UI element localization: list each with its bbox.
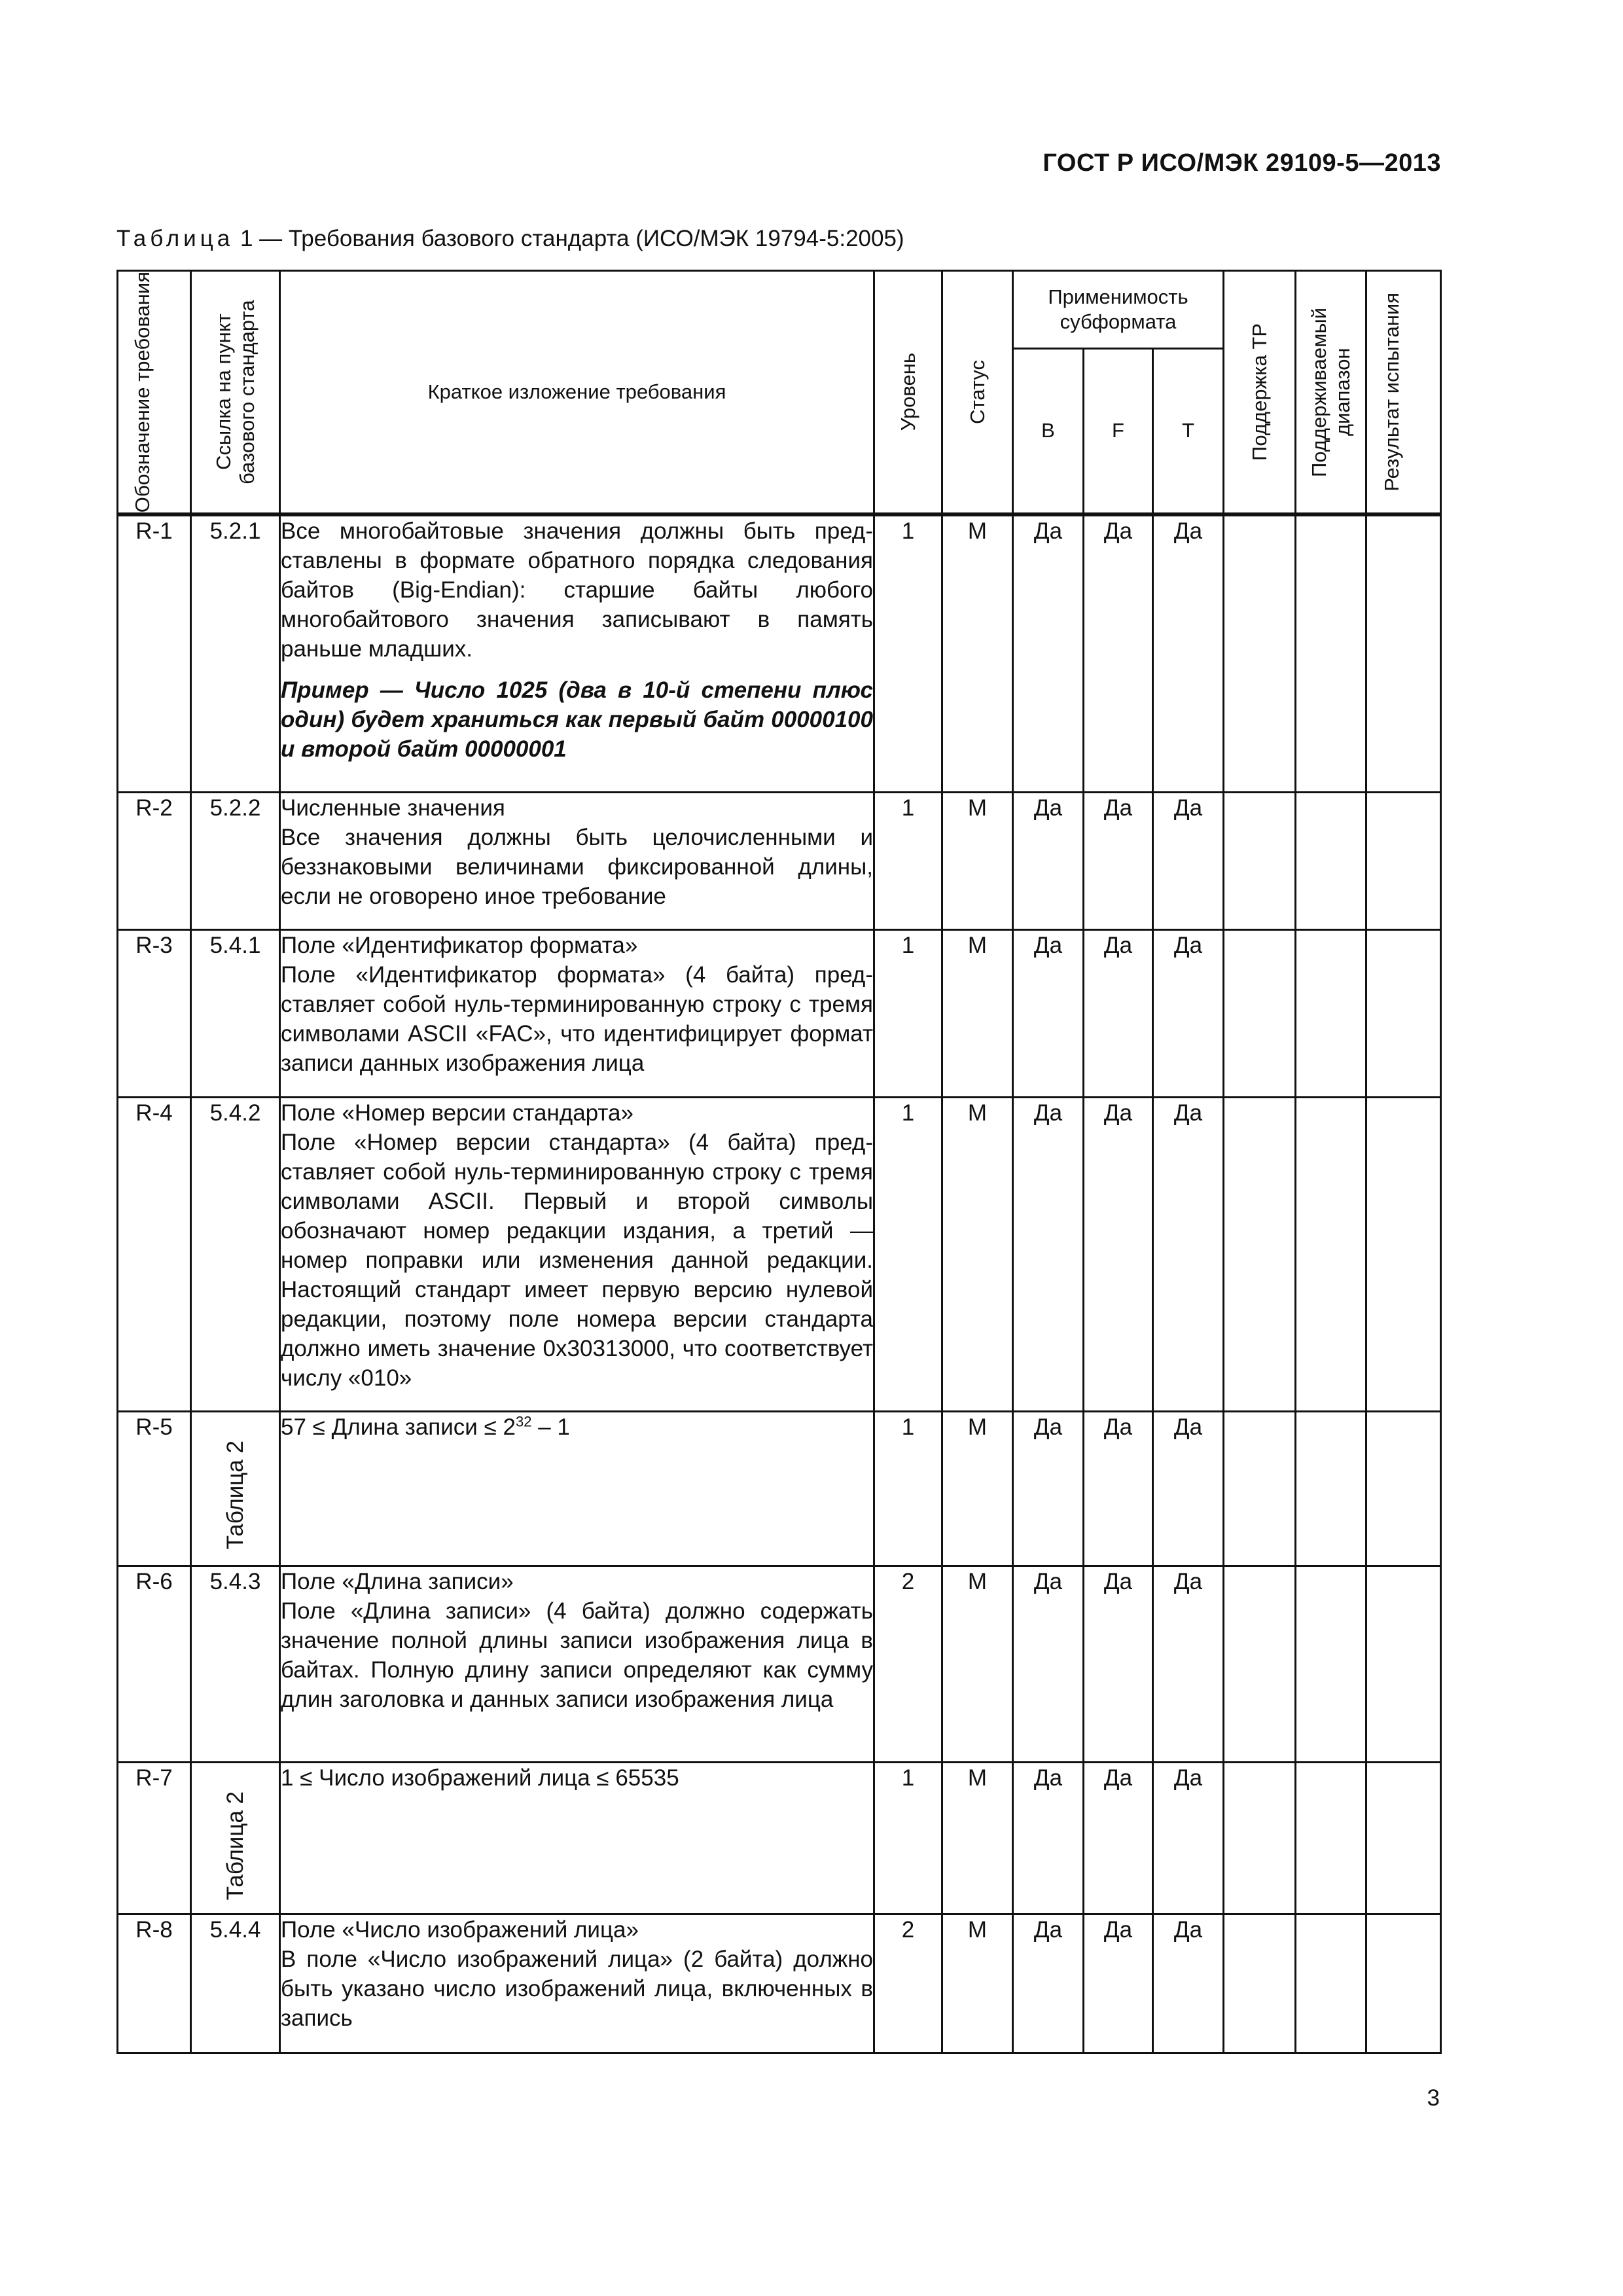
col-reference-label: Ссылка на пункт базового стандарта xyxy=(211,300,259,484)
page-number: 3 xyxy=(1427,2085,1440,2111)
table-row xyxy=(118,929,1441,1097)
col-level-label: Уровень xyxy=(896,353,919,431)
table-row xyxy=(118,1411,1441,1566)
cell-level: 1 xyxy=(874,792,942,929)
cell-supported-range xyxy=(1296,1097,1366,1411)
cell-status: M xyxy=(942,929,1013,1097)
cell-t: Да xyxy=(1153,514,1224,792)
table-header xyxy=(118,271,1441,515)
cell-supported-range xyxy=(1296,929,1366,1097)
col-designation-label: Обозначение требования xyxy=(130,272,154,513)
cell-b: Да xyxy=(1013,1914,1084,2053)
requirement-text: Все многобайтовые значения должны быть представлены в формате обратного порядка следования байтов (Big-Endian): старшие байты любого многобайтового значения записывают в память раньше младших. xyxy=(281,518,873,662)
requirement-title: Поле «Число изображений лица» xyxy=(281,1916,639,1943)
cell-ref-rotated: Таблица 2 xyxy=(222,1441,248,1550)
cell-supported-range xyxy=(1296,1411,1366,1566)
col-supported-range-label: Поддерживаемый диапазон xyxy=(1307,307,1354,477)
cell-test-result xyxy=(1366,514,1441,792)
cell-tp-support xyxy=(1224,1762,1296,1914)
cell-supported-range xyxy=(1296,792,1366,929)
cell-t: Да xyxy=(1153,1097,1224,1411)
col-status-label: Статус xyxy=(965,360,989,425)
cell-ref: 5.4.3 xyxy=(191,1566,280,1762)
cell-f: Да xyxy=(1084,1566,1153,1762)
cell-tp-support xyxy=(1224,792,1296,929)
cell-level: 1 xyxy=(874,1762,942,1914)
col-summary-header xyxy=(280,271,874,515)
cell-f: Да xyxy=(1084,929,1153,1097)
col-applicability-header xyxy=(1013,271,1224,349)
table-row xyxy=(118,1097,1441,1411)
table-caption-text: — Требования базового стандарта (ИСО/МЭК 19794-5:2005) xyxy=(259,226,904,251)
cell-test-result xyxy=(1366,1566,1441,1762)
col-sub-t-label: T xyxy=(1182,419,1194,442)
cell-status: M xyxy=(942,1097,1013,1411)
requirement-formula: 57 ≤ Длина записи ≤ 2 xyxy=(281,1414,516,1440)
requirement-title: Поле «Длина записи» xyxy=(281,1568,514,1594)
cell-status: M xyxy=(942,1762,1013,1914)
col-sub-b-label: B xyxy=(1041,419,1055,442)
requirement-title: Численные значения xyxy=(281,795,505,821)
cell-supported-range xyxy=(1296,1914,1366,2053)
col-supported-range-header xyxy=(1296,271,1366,515)
cell-test-result xyxy=(1366,929,1441,1097)
cell-ref: 5.4.2 xyxy=(191,1097,280,1411)
cell-id: R-6 xyxy=(118,1566,191,1762)
table-row xyxy=(118,1762,1441,1914)
cell-id: R-7 xyxy=(118,1762,191,1914)
cell-level: 1 xyxy=(874,1411,942,1566)
cell-b: Да xyxy=(1013,1566,1084,1762)
cell-id: R-4 xyxy=(118,1097,191,1411)
requirement-exponent: 32 xyxy=(515,1413,532,1430)
requirement-formula-tail: – 1 xyxy=(531,1414,570,1440)
cell-status: M xyxy=(942,514,1013,792)
cell-f: Да xyxy=(1084,1914,1153,2053)
requirement-title: Поле «Номер версии стандарта» xyxy=(281,1100,633,1126)
cell-f: Да xyxy=(1084,514,1153,792)
cell-id: R-1 xyxy=(118,514,191,792)
col-tp-support-label: Поддержка ТР xyxy=(1247,323,1271,461)
col-level-header xyxy=(874,271,942,515)
col-sub-b-header xyxy=(1013,348,1084,514)
col-sub-f-header xyxy=(1084,348,1153,514)
cell-description xyxy=(280,792,874,929)
cell-t: Да xyxy=(1153,1411,1224,1566)
cell-f: Да xyxy=(1084,792,1153,929)
requirement-text: В поле «Число изображений лица» (2 байта) должно быть указано число изображений лица, включенных в запись xyxy=(281,1946,873,2031)
cell-status: M xyxy=(942,1411,1013,1566)
cell-supported-range xyxy=(1296,1566,1366,1762)
col-test-result-label: Результат испытания xyxy=(1380,293,1403,492)
cell-supported-range xyxy=(1296,1762,1366,1914)
cell-test-result xyxy=(1366,1762,1441,1914)
cell-id: R-8 xyxy=(118,1914,191,2053)
cell-tp-support xyxy=(1224,1914,1296,2053)
cell-tp-support xyxy=(1224,929,1296,1097)
cell-description xyxy=(280,514,874,792)
cell-description xyxy=(280,1914,874,2053)
table-row xyxy=(118,514,1441,792)
table-row xyxy=(118,792,1441,929)
cell-status: M xyxy=(942,1914,1013,2053)
col-sub-t-header xyxy=(1153,348,1224,514)
cell-b: Да xyxy=(1013,1411,1084,1566)
cell-b: Да xyxy=(1013,514,1084,792)
cell-b: Да xyxy=(1013,1097,1084,1411)
requirement-text: Поле «Номер версии стандарта» (4 байта) представляет собой нуль-терминированную строку с тремя символами ASCII. Первый и второй символы обозначают номер редакции издания, а третий — номер поправки или изменения данной редакции. Настоящий стандарт имеет первую версию нулевой редакции, поэтому поле номера версии стандарта должно иметь значение 0x30313000, что соответствует числу «010» xyxy=(281,1129,873,1391)
col-applicability-label: Применимость субформата xyxy=(1048,285,1188,333)
cell-id: R-3 xyxy=(118,929,191,1097)
document-standard-header: ГОСТ Р ИСО/МЭК 29109-5—2013 xyxy=(1043,149,1441,177)
col-designation-header xyxy=(118,271,191,515)
requirement-example: Пример — Число 1025 (два в 10-й степени плюс один) будет храниться как первый байт 00000100 и второй байт 00000001 xyxy=(281,677,873,762)
cell-status: M xyxy=(942,792,1013,929)
requirement-text: Все значения должны быть целочисленными и беззнаковыми величинами фиксированной длины, если не оговорено иное требование xyxy=(281,824,873,909)
cell-t: Да xyxy=(1153,929,1224,1097)
cell-b: Да xyxy=(1013,929,1084,1097)
cell-ref: 5.4.1 xyxy=(191,929,280,1097)
col-reference-header xyxy=(191,271,280,515)
cell-tp-support xyxy=(1224,1097,1296,1411)
requirement-text: 1 ≤ Число изображений лица ≤ 65535 xyxy=(281,1765,679,1791)
cell-t: Да xyxy=(1153,1566,1224,1762)
cell-tp-support xyxy=(1224,514,1296,792)
requirement-title: Поле «Идентификатор формата» xyxy=(281,932,638,958)
table-caption xyxy=(116,226,904,252)
requirements-table xyxy=(116,270,1442,2054)
cell-id: R-2 xyxy=(118,792,191,929)
col-summary-label: Краткое изложение требования xyxy=(427,380,726,404)
table-caption-number: 1 xyxy=(240,226,253,251)
cell-test-result xyxy=(1366,1411,1441,1566)
cell-level: 1 xyxy=(874,514,942,792)
cell-id: R-5 xyxy=(118,1411,191,1566)
requirement-text: Поле «Длина записи» (4 байта) должно содержать значение полной длины записи изображения лица в байтах. Полную длину записи определяют как сумму длин заголовка и данных записи изображения лица xyxy=(281,1598,873,1712)
cell-b: Да xyxy=(1013,1762,1084,1914)
requirement-text: Поле «Идентификатор формата» (4 байта) представляет собой нуль-терминированную строку с тремя символами ASCII «FAC», что идентифицирует формат записи данных изображения лица xyxy=(281,961,873,1076)
cell-description xyxy=(280,929,874,1097)
cell-ref xyxy=(191,1762,280,1914)
col-tp-support-header xyxy=(1224,271,1296,515)
table-row xyxy=(118,1914,1441,2053)
cell-test-result xyxy=(1366,1914,1441,2053)
cell-ref xyxy=(191,1411,280,1566)
col-sub-f-label: F xyxy=(1112,419,1124,442)
cell-level: 2 xyxy=(874,1566,942,1762)
cell-test-result xyxy=(1366,792,1441,929)
cell-b: Да xyxy=(1013,792,1084,929)
table-body xyxy=(118,514,1441,2053)
cell-description xyxy=(280,1411,874,1566)
cell-description xyxy=(280,1097,874,1411)
cell-level: 1 xyxy=(874,1097,942,1411)
cell-ref: 5.4.4 xyxy=(191,1914,280,2053)
cell-tp-support xyxy=(1224,1411,1296,1566)
cell-f: Да xyxy=(1084,1411,1153,1566)
cell-status: M xyxy=(942,1566,1013,1762)
cell-tp-support xyxy=(1224,1566,1296,1762)
cell-f: Да xyxy=(1084,1762,1153,1914)
cell-ref: 5.2.2 xyxy=(191,792,280,929)
cell-test-result xyxy=(1366,1097,1441,1411)
cell-t: Да xyxy=(1153,792,1224,929)
cell-level: 1 xyxy=(874,929,942,1097)
cell-description xyxy=(280,1762,874,1914)
col-status-header xyxy=(942,271,1013,515)
cell-t: Да xyxy=(1153,1914,1224,2053)
table-row xyxy=(118,1566,1441,1762)
cell-f: Да xyxy=(1084,1097,1153,1411)
cell-description xyxy=(280,1566,874,1762)
requirement-text xyxy=(281,1412,873,1442)
table-caption-label: Таблица xyxy=(116,226,234,251)
cell-level: 2 xyxy=(874,1914,942,2053)
cell-ref-rotated: Таблица 2 xyxy=(222,1791,248,1901)
cell-t: Да xyxy=(1153,1762,1224,1914)
cell-ref: 5.2.1 xyxy=(191,514,280,792)
cell-supported-range xyxy=(1296,514,1366,792)
col-test-result-header xyxy=(1366,271,1441,515)
